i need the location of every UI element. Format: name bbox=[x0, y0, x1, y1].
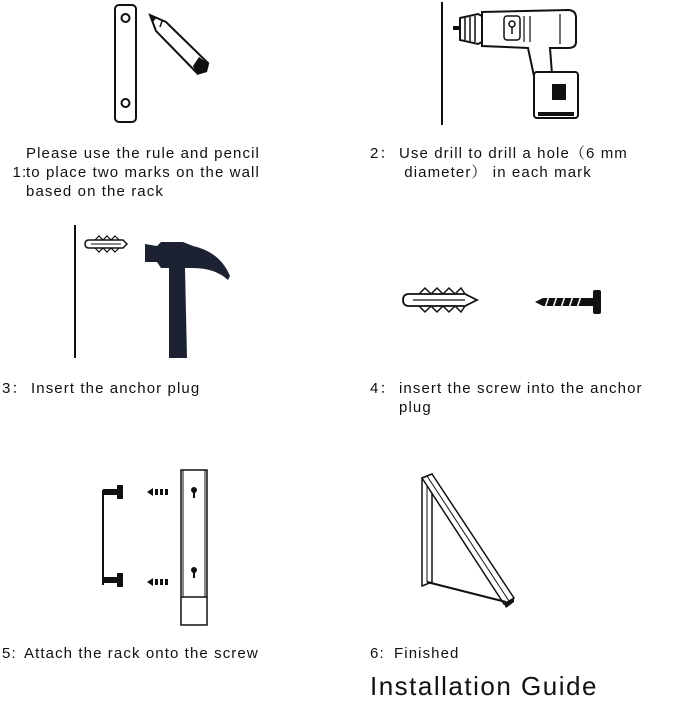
step-3-illustration bbox=[65, 220, 240, 365]
anchor-plug-icon bbox=[85, 236, 127, 252]
step-1-number: 1: bbox=[12, 164, 28, 181]
rack-with-holes-icon bbox=[181, 470, 207, 625]
screw-icon bbox=[103, 573, 123, 587]
anchor-plug-icon bbox=[403, 288, 477, 312]
page-title: Installation Guide bbox=[370, 671, 598, 701]
step-6-illustration bbox=[412, 470, 522, 615]
step-2-text: Use drill to drill a hole（6 mm diameter） in each mark bbox=[399, 145, 628, 181]
step-5-illustration bbox=[95, 465, 220, 630]
step-6-number: 6: bbox=[370, 645, 385, 662]
step-1-caption bbox=[2, 144, 27, 182]
step-5-number: 5: bbox=[2, 645, 17, 662]
step-5-text: Attach the rack onto the screw bbox=[24, 645, 259, 662]
rack-with-holes-icon bbox=[115, 5, 136, 122]
step-6-text: Finished bbox=[394, 645, 460, 662]
step-2-illustration bbox=[430, 0, 590, 130]
power-drill-icon bbox=[453, 10, 578, 118]
step-3-text: Insert the anchor plug bbox=[31, 380, 201, 397]
finished-rack-icon bbox=[422, 474, 514, 608]
step-4-illustration bbox=[395, 280, 615, 325]
screw-icon bbox=[535, 290, 601, 314]
screw-icon bbox=[103, 485, 123, 499]
arrow-left-icon bbox=[147, 578, 168, 586]
step-1-text: Please use the rule and pencil to place two marks on the wall based on the rack bbox=[26, 145, 260, 200]
hammer-icon bbox=[145, 242, 230, 358]
step-4-number: 4： bbox=[370, 380, 396, 397]
step-3-number: 3： bbox=[2, 380, 28, 397]
arrow-left-icon bbox=[147, 488, 168, 496]
step-4-text: insert the screw into the anchor plug bbox=[399, 380, 643, 416]
step-1-illustration bbox=[100, 0, 230, 128]
step-2-number: 2： bbox=[370, 145, 396, 162]
pencil-icon bbox=[150, 15, 209, 75]
